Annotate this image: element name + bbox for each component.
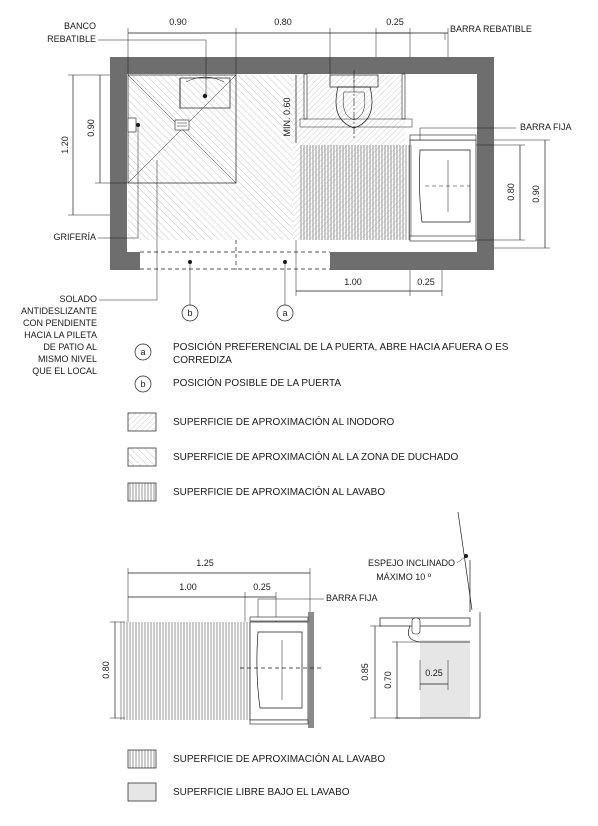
svg-text:POSICIÓN POSIBLE DE LA PUERTA: POSICIÓN POSIBLE DE LA PUERTA — [173, 378, 342, 389]
legend-item-free-under-sink — [128, 783, 350, 801]
detail-dim-a: 1.00 — [179, 582, 197, 592]
svg-text:SUPERFICIE DE APROXIMACIÓN AL: SUPERFICIE DE APROXIMACIÓN AL INODORO — [173, 417, 395, 428]
dim-right-0: 0.80 — [506, 183, 516, 201]
fixed-bar-bottom — [410, 236, 476, 241]
detail-dim-070: 0.70 — [383, 671, 393, 689]
detail-dim-total: 1.25 — [196, 558, 214, 568]
svg-text:SUPERFICIE DE APROXIMACIÓN AL: SUPERFICIE DE APROXIMACIÓN AL LAVABO — [173, 487, 386, 498]
faucet-icon — [128, 118, 136, 132]
svg-text:b: b — [187, 308, 193, 318]
legend-item-a — [135, 340, 509, 366]
svg-text:CON PENDIENTE: CON PENDIENTE — [22, 318, 97, 328]
svg-text:SUPERFICIE DE APROXIMACIÓN AL: SUPERFICIE DE APROXIMACIÓN AL LA ZONA DE DUCHADO — [173, 452, 459, 463]
folding-bar — [304, 74, 307, 119]
dim-bottom-1: 0.25 — [417, 277, 435, 287]
sink-icon — [410, 140, 476, 240]
label-griferia: GRIFERÍA — [53, 232, 96, 242]
sink-approach-area — [300, 145, 412, 240]
svg-text:QUE EL LOCAL: QUE EL LOCAL — [32, 366, 97, 376]
sink-detail-elevation — [360, 512, 480, 718]
detail-dim-left: 0.80 — [101, 661, 111, 679]
label-banco-line1: BANCO — [63, 21, 96, 31]
legend-item-toilet-area — [128, 413, 395, 431]
svg-text:HACIA LA PILETA: HACIA LA PILETA — [24, 330, 97, 340]
label-solado — [21, 294, 97, 376]
shower-drain-icon — [175, 120, 189, 130]
dim-left-inner: 0.90 — [86, 119, 96, 137]
dim-left-outer: 1.20 — [60, 136, 70, 154]
detail-label-barra-fija: BARRA FIJA — [326, 593, 378, 603]
svg-text:SOLADO: SOLADO — [59, 294, 97, 304]
label-barra-rebatible: BARRA REBATIBLE — [450, 24, 532, 34]
detail-dim-b: 0.25 — [253, 582, 271, 592]
legend-bottom — [128, 750, 385, 801]
legend-item-sink-approach — [128, 750, 385, 768]
detail-dim-025: 0.25 — [425, 668, 443, 678]
dim-top-2: 0.25 — [386, 17, 404, 27]
svg-text:b: b — [140, 379, 146, 389]
svg-text:a: a — [282, 308, 288, 318]
svg-text:SUPERFICIE DE APROXIMACIÓN AL: SUPERFICIE DE APROXIMACIÓN AL LAVABO — [173, 754, 386, 765]
detail-approach-area — [120, 622, 250, 720]
svg-text:MISMO NIVEL: MISMO NIVEL — [37, 354, 97, 364]
dim-bottom-0: 1.00 — [344, 277, 362, 287]
svg-text:POSICIÓN PREFERENCIAL DE LA PU: POSICIÓN PREFERENCIAL DE LA PUERTA, ABRE HACIA AFUERA O ES — [173, 342, 509, 353]
label-espejo-line1: ESPEJO INCLINADO — [367, 558, 455, 568]
label-barra-fija: BARRA FIJA — [520, 122, 572, 132]
svg-text:SUPERFICIE LIBRE BAJO EL LAVAB: SUPERFICIE LIBRE BAJO EL LAVABO — [173, 787, 350, 798]
svg-text:ANTIDESLIZANTE: ANTIDESLIZANTE — [20, 306, 97, 316]
legend-item-b — [135, 376, 341, 392]
label-espejo-line2: MÁXIMO 10 º — [376, 572, 431, 582]
svg-text:a: a — [140, 347, 146, 357]
dim-min: MIN. 0.60 — [282, 97, 292, 137]
legend-item-shower-area — [128, 448, 458, 466]
dim-top-0: 0.90 — [169, 17, 187, 27]
folding-bar-2 — [402, 74, 405, 119]
svg-text:DE PATIO AL: DE PATIO AL — [43, 342, 97, 352]
legend-item-sink-area — [128, 483, 385, 501]
sink-detail-plan — [101, 558, 378, 728]
free-space-under-sink — [420, 640, 470, 718]
dim-right-1: 0.90 — [531, 185, 541, 203]
floor-plan — [21, 17, 572, 376]
detail-dim-085: 0.85 — [360, 663, 370, 681]
legend-top — [128, 340, 509, 501]
detail-fixed-bar — [250, 617, 308, 621]
dim-top-1: 0.80 — [274, 17, 292, 27]
svg-text:CORREDIZA: CORREDIZA — [173, 355, 232, 366]
label-banco-line2: REBATIBLE — [47, 34, 96, 44]
elevation-fixed-bar — [412, 618, 420, 634]
